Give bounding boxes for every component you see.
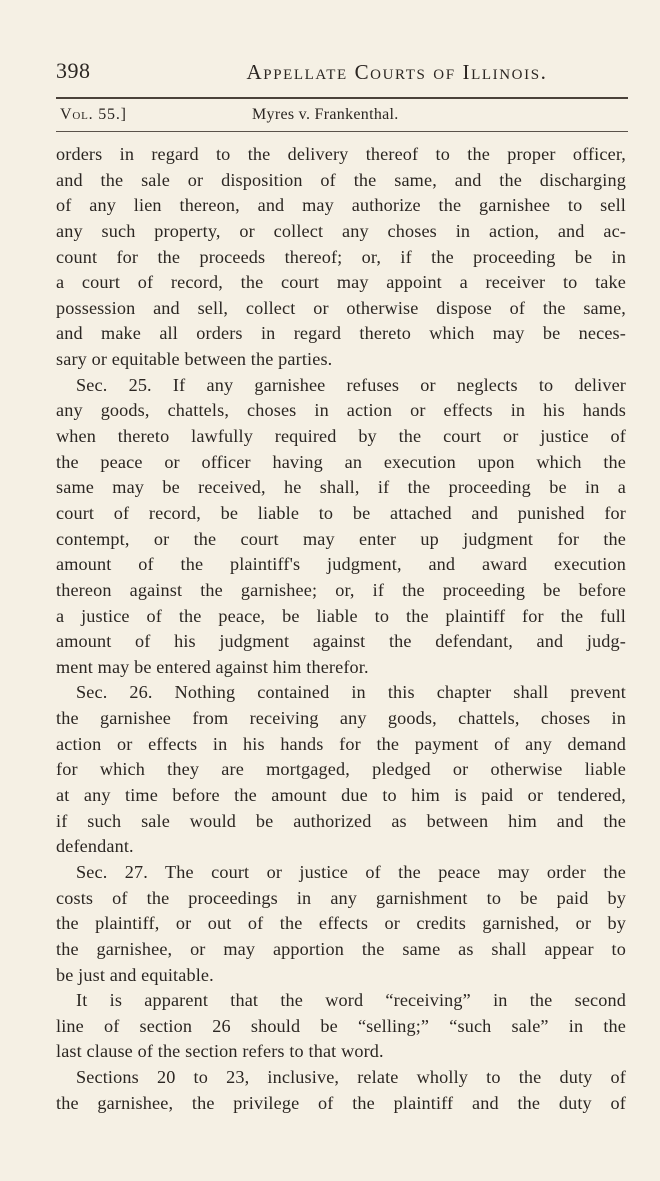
- case-caption: [56, 104, 628, 128]
- volume-label: Vol. 55.]: [60, 106, 127, 123]
- text-line: defendant.: [56, 836, 134, 857]
- text-line: sary or equitable between the parties.: [56, 349, 333, 370]
- text-line: costs of the proceedings in any garnishment to be paid by: [56, 887, 626, 908]
- text-line: last clause of the section refers to that word.: [56, 1041, 384, 1062]
- text-line: orders in regard to the delivery thereof to the proper officer,: [56, 144, 626, 164]
- text-line: thereon against the garnishee; or, if the proceeding be before: [56, 579, 626, 600]
- text-line: the peace or officer having an execution upon which the: [56, 451, 626, 472]
- text-line: any goods, chattels, choses in action or effects in his hands: [56, 400, 626, 421]
- header-rule-bottom: [56, 131, 628, 132]
- text-line: court of record, be liable to be attached and punished for: [56, 502, 626, 523]
- text-line: be just and equitable.: [56, 964, 214, 985]
- text-line: the garnishee, the privilege of the plaintiff and the duty of: [56, 1092, 626, 1113]
- text-line: the plaintiff, or out of the effects or credits garnished, or by: [56, 913, 626, 934]
- text-line: at any time before the amount due to him is paid or tendered,: [56, 785, 626, 806]
- text-line: if such sale would be authorized as between him and the: [56, 810, 626, 831]
- text-line: contempt, or the court may enter up judgment for the: [56, 528, 626, 549]
- text-line: and make all orders in regard thereto which may be neces-: [56, 323, 626, 344]
- text-line: possession and sell, collect or otherwise dispose of the same,: [56, 297, 626, 318]
- text-line: Sec. 26. Nothing contained in this chapter shall prevent: [76, 682, 626, 703]
- text-line: for which they are mortgaged, pledged or otherwise liable: [56, 759, 626, 780]
- text-line: line of section 26 should be “selling;” “such sale” in the: [56, 1015, 626, 1036]
- text-line: the garnishee from receiving any goods, chattels, choses in: [56, 708, 626, 729]
- text-line: action or effects in his hands for the payment of any demand: [56, 733, 626, 754]
- text-line: amount of his judgment against the defendant, and judg-: [56, 631, 626, 652]
- text-line: a justice of the peace, be liable to the plaintiff for the full: [56, 605, 626, 626]
- body-text: [56, 142, 626, 1116]
- text-line: when thereto lawfully required by the court or justice of: [56, 426, 626, 447]
- text-line: It is apparent that the word “receiving” in the second: [76, 990, 626, 1011]
- text-line: the garnishee, or may apportion the same as shall appear to: [56, 938, 626, 959]
- header-rule-top: [56, 97, 628, 99]
- text-line: Sections 20 to 23, inclusive, relate wholly to the duty of: [76, 1067, 626, 1088]
- text-line: and the sale or disposition of the same, and the discharging: [56, 169, 626, 190]
- text-line: Sec. 27. The court or justice of the peace may order the: [76, 861, 626, 882]
- text-line: count for the proceeds thereof; or, if the proceeding be in: [56, 246, 626, 267]
- text-line: Sec. 25. If any garnishee refuses or neglects to deliver: [76, 374, 626, 395]
- running-head: [56, 56, 628, 92]
- page-title: Appellate Courts of Illinois.: [246, 60, 548, 84]
- text-line: a court of record, the court may appoint a receiver to take: [56, 272, 626, 293]
- case-name: Myres v. Frankenthal.: [252, 106, 399, 123]
- text-line: of any lien thereon, and may authorize the garnishee to sell: [56, 195, 626, 216]
- page-number: 398: [56, 58, 91, 83]
- text-line: ment may be entered against him therefor.: [56, 656, 369, 677]
- text-line: amount of the plaintiff's judgment, and award execution: [56, 554, 626, 575]
- text-line: same may be received, he shall, if the proceeding be in a: [56, 477, 626, 498]
- text-line: any such property, or collect any choses in action, and ac-: [56, 220, 626, 241]
